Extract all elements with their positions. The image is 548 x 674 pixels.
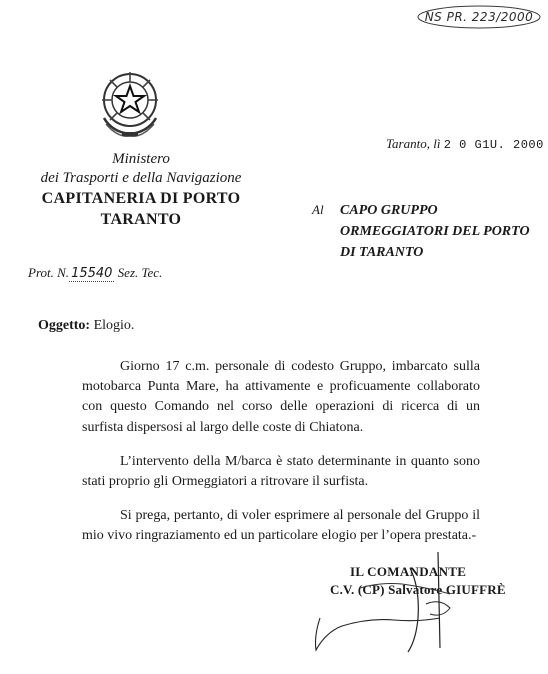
subject-text: Elogio. — [93, 318, 135, 333]
date-prefix: Taranto, lì — [386, 136, 441, 151]
date-value: 2 0 G1U. 2000 — [443, 138, 544, 152]
protocol-prefix: Prot. N. — [28, 265, 70, 280]
date-line — [386, 136, 544, 152]
body-paragraph-2: L’intervento della M/barca è stato determinante in quanto sono stati proprio gli Ormeggiatori a ritrovare il surfista. — [82, 453, 480, 490]
recipient-line-2: ORMEGGIATORI DEL PORTO — [340, 224, 530, 239]
protocol-section: Sez. Tec. — [117, 265, 163, 280]
handwritten-signature-icon — [290, 548, 470, 658]
signature-title: IL COMANDANTE — [350, 564, 467, 579]
office-name: CAPITANERIA DI PORTO — [41, 190, 241, 207]
body-paragraph-1: Giorno 17 c.m. personale di codesto Gruppo, imbarcato sulla motobarca Punta Mare, ha attivamente e proficuamente collaborato con questo Comando nel corso delle operazioni di ricerca di un surfista dispersosi al largo delle coste di Chiatona. — [82, 359, 480, 435]
recipient-line-1: CAPO GRUPPO — [340, 203, 438, 218]
signature-name: C.V. (CP) Salvatore GIUFFRÈ — [330, 582, 506, 597]
subject-line — [38, 318, 134, 334]
italian-republic-emblem-icon — [98, 68, 162, 140]
recipient-line-3: DI TARANTO — [340, 245, 424, 260]
protocol-stamp — [416, 4, 542, 30]
ministry-name: dei Trasporti e della Navigazione — [40, 170, 242, 186]
protocol-number: 15540 — [71, 266, 113, 281]
letterhead — [30, 150, 252, 230]
recipient-label: Al — [312, 202, 324, 217]
recipient-address — [340, 200, 530, 263]
ministry-label: Ministero — [112, 151, 170, 167]
subject-label: Oggetto: — [38, 318, 91, 333]
protocol-line — [28, 265, 162, 281]
letter-body — [82, 357, 480, 561]
office-city: TARANTO — [100, 211, 182, 228]
stamp-text: NS PR. 223/2000 — [424, 10, 534, 24]
body-paragraph-3: Si prega, pertanto, di voler esprimere al personale del Gruppo il mio vivo ringraziamento ed un particolare elogio per l’opera prestata.- — [82, 508, 480, 544]
